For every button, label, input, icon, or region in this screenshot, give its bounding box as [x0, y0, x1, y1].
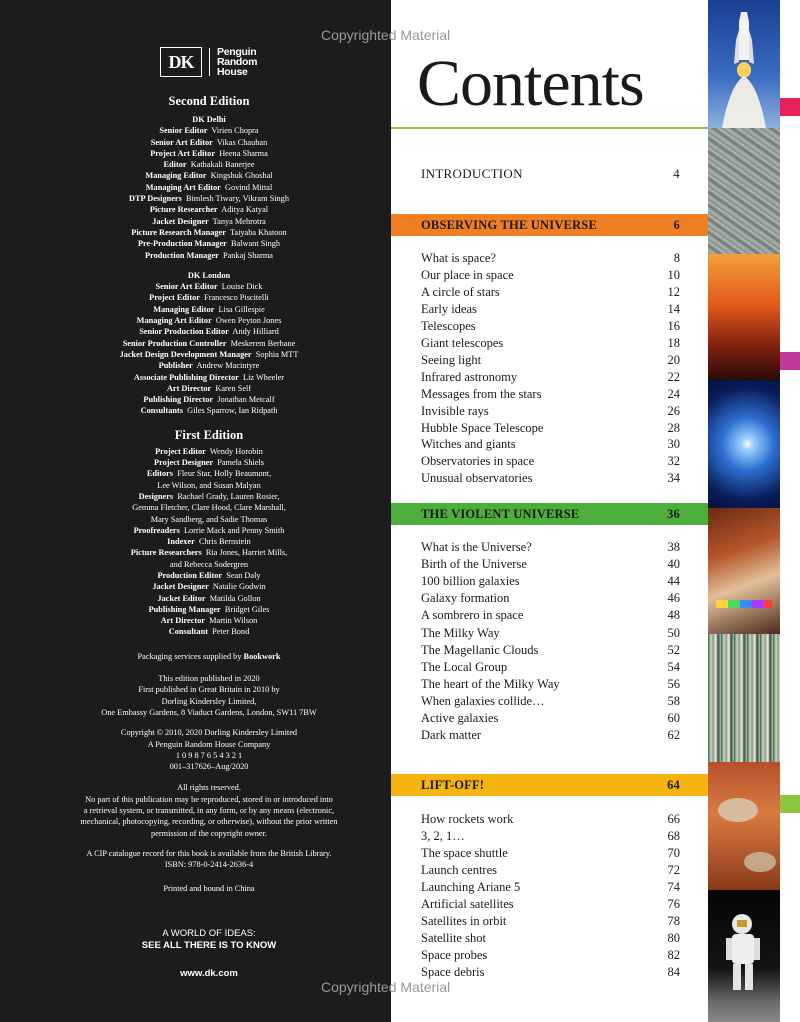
credit-line: [0, 480, 418, 491]
credit-role: Pre-Production Manager: [137, 239, 227, 249]
credit-role: Senior Production Controller: [122, 338, 227, 348]
credit-line: [0, 227, 418, 238]
toc-entry-title: 3, 2, 1…: [421, 829, 465, 843]
toc-entry[interactable]: [421, 693, 680, 710]
toc-entry-title: Messages from the stars: [421, 386, 542, 401]
first-edition-heading: First Edition: [174, 427, 244, 442]
credit-name: Peter Bond: [212, 627, 250, 637]
publishing-line: Dorling Kindersley Limited,: [161, 696, 257, 706]
europa-surface-image: [708, 128, 780, 254]
credit-name: Govind Mittal: [225, 182, 273, 192]
toc-entry-page: 82: [667, 948, 680, 962]
toc-entry-page: 72: [667, 863, 680, 877]
toc-entry[interactable]: [421, 590, 680, 607]
toc-entry[interactable]: [421, 539, 680, 556]
toc-entry[interactable]: [421, 659, 680, 676]
penguin-random-house-logo: Penguin Random House: [217, 46, 258, 78]
toc-entry[interactable]: [421, 436, 680, 453]
credit-line: [0, 405, 418, 416]
cip-line: ISBN: 978-0-2414-2636-4: [164, 860, 254, 870]
toc-entry-title: Space debris: [421, 965, 485, 979]
toc-entry[interactable]: [421, 710, 680, 727]
credit-role: Production Manager: [145, 250, 219, 260]
toc-entry[interactable]: [421, 676, 680, 693]
toc-entry-title: The heart of the Milky Way: [421, 676, 560, 691]
toc-entry[interactable]: [421, 642, 680, 659]
toc-entry-page: 32: [667, 454, 680, 469]
toc-entry-page: 30: [667, 437, 680, 452]
toc-entry[interactable]: [421, 607, 680, 624]
credit-role: Designers: [138, 491, 174, 501]
toc-entry-page: 10: [667, 267, 680, 282]
credit-role: Art Director: [160, 616, 205, 626]
rights-line: mechanical, photocopying, recording, or otherwise), without the prior written: [80, 817, 338, 827]
toc-introduction[interactable]: INTRODUCTION 4: [421, 166, 680, 181]
copyright-line: Copyright © 2010, 2020 Dorling Kindersley Limited: [120, 728, 298, 738]
credit-line: [0, 360, 418, 371]
toc-entry-page: 16: [667, 318, 680, 333]
credit-role: Proofreaders: [133, 525, 180, 535]
publishing-line: One Embassy Gardens, 8 Viaduct Gardens, London, SW11 7BW: [101, 707, 317, 717]
credit-line: [0, 250, 418, 261]
credit-line: [0, 525, 418, 536]
copyright-info: [0, 727, 418, 772]
toc-entry-title: The space shuttle: [421, 846, 508, 860]
section-title: THE VIOLENT UNIVERSE: [421, 506, 580, 521]
credit-role: Senior Art Editor: [155, 282, 218, 292]
rights-line: a retrieval system, or transmitted, in any form, or by any means (electronic,: [83, 806, 335, 816]
credit-name: Sean Daly: [226, 570, 261, 580]
printed-note: Printed and bound in China: [163, 883, 255, 893]
credit-line: [0, 338, 418, 349]
watermark-top: Copyrighted Material: [321, 27, 451, 43]
toc-entry-page: 50: [667, 625, 680, 640]
credit-name: Lisa Gillespie: [218, 304, 265, 314]
credit-name: Martin Wilson: [209, 616, 258, 626]
toc-entry-title: Artificial satellites: [421, 897, 514, 911]
toc-entry[interactable]: [421, 964, 680, 981]
toc-entry[interactable]: [421, 369, 680, 386]
toc-entry-title: When galaxies collide…: [421, 693, 545, 708]
credit-name: and Rebecca Sodergren: [169, 559, 249, 569]
section-tab-purple: [780, 352, 800, 370]
toc-entry-page: 76: [667, 897, 680, 911]
toc-entry[interactable]: [421, 556, 680, 573]
credit-name: Chris Bernstein: [198, 537, 251, 547]
toc-entry-page: 26: [667, 403, 680, 418]
credit-role: Art Director: [166, 383, 212, 393]
credit-name: Bimlesh Tiwary, Vikram Singh: [185, 194, 289, 204]
credit-role: Managing Editor: [145, 171, 207, 181]
credit-role: Managing Art Editor: [145, 182, 221, 192]
toc-entry-page: 60: [667, 711, 680, 725]
toc-entry[interactable]: [421, 573, 680, 590]
dk-london-credits: [0, 281, 418, 417]
toc-entry-title: Space probes: [421, 948, 488, 962]
copyright-line: A Penguin Random House Company: [147, 739, 271, 749]
credit-name: Taiyaba Khatoon: [229, 227, 287, 237]
credit-role: Jacket Designer: [152, 582, 209, 592]
credit-line: [0, 292, 418, 303]
toc-entry[interactable]: [421, 284, 680, 301]
toc-entry[interactable]: [421, 811, 680, 828]
toc-entry-page: 18: [667, 335, 680, 350]
credit-role: Jacket Editor: [157, 593, 206, 603]
toc-entry-title: The Milky Way: [421, 625, 500, 640]
website-link[interactable]: www.dk.com: [180, 968, 238, 979]
credit-line: [0, 457, 418, 468]
toc-entry-title: Dark matter: [421, 728, 482, 743]
credit-role: DTP Designers: [129, 194, 182, 204]
credit-role: Associate Publishing Director: [133, 372, 239, 382]
credit-name: Balwant Singh: [230, 239, 281, 249]
credit-line: [0, 559, 418, 570]
watermark-bottom: Copyrighted Material: [321, 979, 451, 995]
credit-role: Production Editor: [157, 570, 223, 580]
credit-role: Managing Editor: [153, 304, 215, 314]
toc-entry-page: 38: [667, 540, 680, 554]
credit-line: [0, 468, 418, 479]
credit-role: Senior Editor: [159, 126, 208, 136]
toc-entry-page: 44: [667, 574, 680, 589]
section-band[interactable]: [391, 214, 708, 236]
credit-line: [0, 446, 418, 457]
credit-line: [0, 216, 418, 227]
publisher-logo: [160, 47, 257, 77]
dk-logo: DK: [160, 47, 202, 77]
credit-line: [0, 593, 418, 604]
publishing-line: First published in Great Britain in 2010 by: [138, 685, 280, 695]
toc-entry[interactable]: [421, 828, 680, 845]
credit-name: Meskerem Berhane: [230, 338, 296, 348]
credit-line: [0, 581, 418, 592]
toc-entry-title: What is space?: [421, 251, 496, 265]
toc-entry[interactable]: [421, 403, 680, 420]
toc-entry[interactable]: [421, 862, 680, 879]
title-divider: [391, 127, 708, 129]
credit-role: Project Editor: [155, 446, 206, 456]
toc-entry-page: 84: [667, 965, 680, 979]
toc-entry-title: Birth of the Universe: [421, 557, 527, 572]
credit-name: Heena Sharma: [219, 148, 268, 158]
credit-line: [0, 159, 418, 170]
toc-entry-page: 40: [667, 557, 680, 572]
publishing-line: This edition published in 2020: [158, 674, 260, 684]
credit-name: Natalie Godwin: [212, 582, 266, 592]
toc-entry-title: A sombrero in space: [421, 608, 524, 623]
toc-entry-page: 66: [667, 812, 680, 826]
toc-entry[interactable]: [421, 845, 680, 862]
toc-entry-page: 62: [667, 728, 680, 743]
toc-entry-page: 68: [667, 829, 680, 843]
toc-entry-page: 8: [673, 251, 680, 265]
toc-entry-page: 12: [667, 284, 680, 299]
toc-entry[interactable]: [421, 913, 680, 930]
credit-line: [0, 137, 418, 148]
astronomer-portrait-image: [708, 508, 780, 634]
toc-entry-title: Satellite shot: [421, 931, 486, 945]
credit-line: [0, 570, 418, 581]
credit-name: Liz Wheeler: [243, 372, 285, 382]
toc-entry-page: 74: [667, 880, 680, 894]
section-title: LIFT-OFF!: [421, 777, 485, 792]
credit-line: [0, 281, 418, 292]
credit-name: Mary Sandberg, and Sadie Thomas: [150, 514, 268, 524]
toc-entry-page: 28: [667, 420, 680, 435]
credit-name: Fleur Star, Holly Beaumont,: [177, 469, 272, 479]
toc-entry-title: Seeing light: [421, 352, 482, 367]
credit-name: Tanya Mehrotra: [212, 216, 266, 226]
volcano-eruption-image: [708, 254, 780, 380]
toc-entry-title: Our place in space: [421, 267, 514, 282]
toc-entry[interactable]: [421, 420, 680, 437]
toc-entry-title: A circle of stars: [421, 284, 500, 299]
credit-name: Owen Peyton Jones: [215, 316, 282, 326]
mars-lander-image: [708, 762, 780, 890]
credit-name: Wendy Horobin: [209, 446, 263, 456]
toc-entry[interactable]: [421, 625, 680, 642]
rights-line: All rights reserved.: [177, 783, 241, 793]
publishing-info: [0, 673, 418, 718]
credit-line: [0, 547, 418, 558]
toc-entry-title: Observatories in space: [421, 454, 535, 469]
toc-entry[interactable]: [421, 386, 680, 403]
section-title: OBSERVING THE UNIVERSE: [421, 217, 598, 232]
toc-entry-title: Telescopes: [421, 318, 476, 333]
credit-line: [0, 182, 418, 193]
toc-entry[interactable]: [421, 727, 680, 744]
credit-role: Consultant: [168, 627, 208, 637]
toc-entry-title: 100 billion galaxies: [421, 574, 520, 589]
toc-entry-page: 78: [667, 914, 680, 928]
credit-role: Editor: [163, 160, 187, 170]
credit-line: [0, 372, 418, 383]
packaging-note: Packaging services supplied by Bookwork: [137, 651, 281, 661]
credit-name: Andy Hilliard: [232, 327, 279, 337]
credit-line: [0, 536, 418, 547]
credit-line: [0, 238, 418, 249]
cip-statement: [0, 848, 418, 871]
section-page: 6: [673, 217, 680, 232]
toc-entry[interactable]: [421, 301, 680, 318]
credit-role: Publishing Manager: [148, 604, 221, 614]
credit-role: Senior Art Editor: [150, 137, 213, 147]
section-tab-green: [780, 795, 800, 813]
toc-entry-title: Invisible rays: [421, 403, 489, 418]
credit-role: Senior Production Editor: [139, 327, 229, 337]
toc-entry-title: The Local Group: [421, 659, 508, 674]
spectrum-image: [708, 634, 780, 762]
toc-entry[interactable]: [421, 453, 680, 470]
credit-line: [0, 349, 418, 360]
toc-entry-title: What is the Universe?: [421, 540, 532, 554]
credit-line: [0, 383, 418, 394]
toc-entry-page: 54: [667, 659, 680, 674]
credit-line: [0, 170, 418, 181]
rights-line: permission of the copyright owner.: [151, 828, 267, 838]
credit-role: Project Art Editor: [150, 148, 216, 158]
credit-role: Project Editor: [149, 293, 200, 303]
toc-entry-title: Witches and giants: [421, 437, 516, 452]
imprint-panel: [0, 0, 391, 1022]
toc-entry-page: 46: [667, 591, 680, 606]
credit-name: Bridget Giles: [224, 604, 270, 614]
toc-entry-title: Launching Ariane 5: [421, 880, 521, 894]
credit-name: Vikas Chauhan: [216, 137, 268, 147]
credit-name: Pamela Shiels: [217, 458, 264, 468]
toc-entry-title: Active galaxies: [421, 711, 499, 725]
toc-entry-title: The Magellanic Clouds: [421, 642, 539, 657]
credit-name: Lee Wilson, and Susan Malyan: [157, 480, 261, 490]
toc-entry[interactable]: [421, 947, 680, 964]
section-page: 36: [667, 506, 680, 521]
credit-line: [0, 125, 418, 136]
credit-line: [0, 604, 418, 615]
section-page: 64: [667, 777, 680, 792]
toc-entry[interactable]: [421, 250, 680, 267]
credit-line: [0, 326, 418, 337]
credits-block: [0, 94, 418, 894]
credit-role: Project Designer: [154, 458, 214, 468]
toc-entry-title: Giant telescopes: [421, 335, 504, 350]
cip-line: A CIP catalogue record for this book is available from the British Library.: [86, 848, 332, 858]
toc-entry-page: 56: [667, 676, 680, 691]
section-band[interactable]: [391, 503, 708, 525]
credit-name: Lorrie Mack and Penny Smith: [183, 525, 285, 535]
toc-entry-title: How rockets work: [421, 812, 514, 826]
credit-name: Louise Dick: [221, 282, 263, 292]
credit-name: Francesco Piscitelli: [204, 293, 269, 303]
toc-entry-page: 58: [667, 693, 680, 708]
credit-line: [0, 315, 418, 326]
toc-entry-title: Galaxy formation: [421, 591, 510, 606]
credit-role: Jacket Design Development Manager: [119, 349, 252, 359]
toc-entry-title: Satellites in orbit: [421, 914, 507, 928]
galaxy-explosion-image: [708, 380, 780, 508]
credit-line: [0, 514, 418, 525]
credit-name: Ria Jones, Harriet Mills,: [205, 548, 288, 558]
dk-delhi-credits: [0, 125, 418, 261]
toc-entry[interactable]: [421, 930, 680, 947]
credit-name: Sophia MTT: [255, 349, 299, 359]
toc-entry[interactable]: [421, 896, 680, 913]
second-edition-heading: Second Edition: [168, 94, 250, 108]
toc-entry[interactable]: [421, 470, 680, 487]
credit-role: Indexer: [167, 537, 195, 547]
astronaut-moon-image: [708, 890, 780, 1022]
toc-entry-page: 52: [667, 642, 680, 657]
credit-line: [0, 204, 418, 215]
credit-role: Managing Art Editor: [136, 316, 212, 326]
credit-role: Publisher: [158, 361, 193, 371]
toc-entry-page: 80: [667, 931, 680, 945]
toc-entry[interactable]: [421, 267, 680, 284]
toc-entry-page: 48: [667, 608, 680, 623]
credit-line: [0, 148, 418, 159]
copyright-line: 001–317626–Aug/2020: [169, 762, 249, 772]
toc-entry-page: 22: [667, 369, 680, 384]
credit-name: Karen Self: [215, 383, 252, 393]
page-title: Contents: [417, 47, 644, 120]
toc-entry-title: Infrared astronomy: [421, 369, 518, 384]
copyright-line: 1 0 9 8 7 6 5 4 3 2 1: [175, 750, 243, 760]
tagline: A WORLD OF IDEAS: SEE ALL THERE IS TO KNOW: [141, 928, 277, 951]
first-edition-credits: [0, 446, 418, 638]
toc-entry[interactable]: [421, 318, 680, 335]
credit-name: Gemma Fletcher, Clare Hood, Clare Marshall,: [132, 503, 286, 513]
credit-line: [0, 394, 418, 405]
section-tab-magenta: [780, 98, 800, 116]
credit-role: Picture Researcher: [149, 205, 218, 215]
toc-entry[interactable]: [421, 352, 680, 369]
rights-statement: [0, 782, 418, 838]
credit-name: Kathakali Banerjee: [190, 160, 255, 170]
credit-name: Aditya Katyal: [221, 205, 269, 215]
toc-entry-page: 20: [667, 352, 680, 367]
toc-entry-title: Unusual observatories: [421, 471, 533, 486]
rights-line: No part of this publication may be reproduced, stored in or introduced into: [85, 794, 333, 804]
space-shuttle-launch-image: [708, 0, 780, 128]
credit-line: [0, 491, 418, 502]
toc-entry[interactable]: [421, 879, 680, 896]
credit-line: [0, 615, 418, 626]
dk-delhi-heading: DK Delhi: [192, 115, 226, 124]
credit-role: Editors: [146, 469, 174, 479]
credit-name: Andrew Macintyre: [196, 361, 260, 371]
toc-entry-page: 24: [667, 386, 680, 401]
toc-entry[interactable]: [421, 335, 680, 352]
credit-role: Consultants: [140, 406, 183, 416]
credit-role: Jacket Designer: [152, 216, 209, 226]
toc-entry-page: 34: [667, 471, 680, 486]
credit-line: [0, 502, 418, 513]
toc-entry-title: Hubble Space Telescope: [421, 420, 544, 435]
credit-name: Rachael Grady, Lauren Rosier,: [177, 491, 280, 501]
credit-name: Matilda Gollon: [209, 593, 261, 603]
credit-name: Jonathan Metcalf: [217, 395, 275, 405]
credit-line: [0, 304, 418, 315]
dk-london-heading: DK London: [187, 270, 231, 280]
section-band[interactable]: [391, 774, 708, 796]
toc-entry-title: Launch centres: [421, 863, 498, 877]
toc-entry-title: Early ideas: [421, 301, 477, 316]
credit-name: Giles Sparrow, Ian Ridpath: [187, 406, 278, 416]
credit-name: Kingshuk Ghoshal: [210, 171, 273, 181]
image-strip: [708, 0, 780, 1022]
credit-role: Picture Research Manager: [131, 227, 226, 237]
credit-role: Publishing Director: [143, 395, 214, 405]
credit-name: Virien Chopra: [211, 126, 259, 136]
credit-line: [0, 626, 418, 637]
credit-line: [0, 193, 418, 204]
credit-role: Picture Researchers: [130, 548, 202, 558]
toc-entry-page: 14: [667, 301, 680, 316]
credit-name: Pankaj Sharma: [222, 250, 273, 260]
toc-entry-page: 70: [667, 846, 680, 860]
